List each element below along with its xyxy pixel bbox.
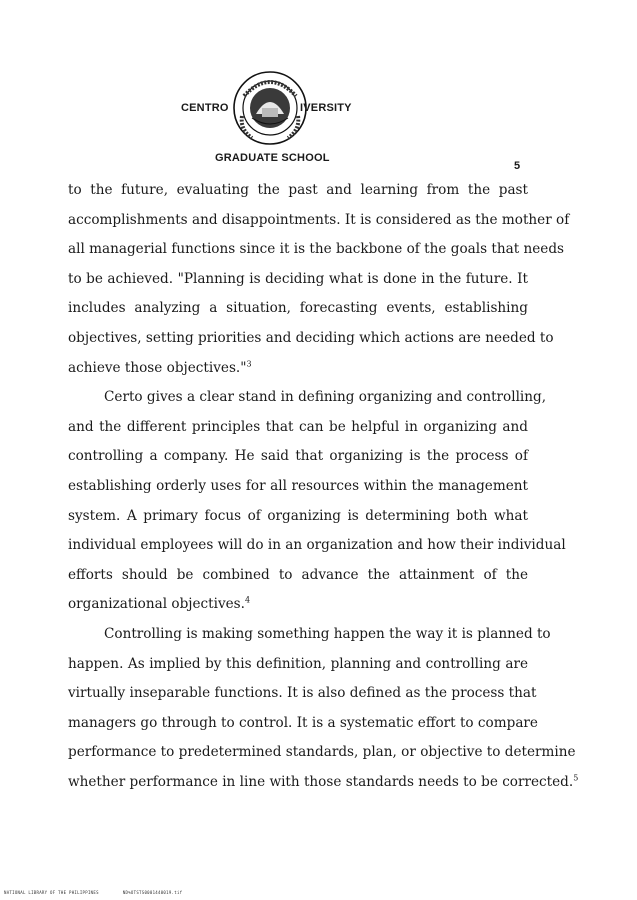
paragraph <box>68 176 570 383</box>
text-line: and the different principles that can be helpful in organizing and <box>68 418 528 435</box>
text-line: to be achieved. "Planning is deciding what is done in the future. It <box>68 270 528 287</box>
text-line-content: organizational objectives. <box>68 596 245 613</box>
text-line: establishing orderly uses for all resources within the management <box>68 477 528 494</box>
text-line: objectives, setting priorities and deciding which actions are needed to <box>68 329 554 346</box>
footnote-ref: 3 <box>246 359 252 369</box>
text-line <box>68 354 528 384</box>
text-line <box>68 590 528 620</box>
text-line-content: achieve those objectives." <box>68 359 247 376</box>
scan-footer <box>4 890 182 895</box>
university-name-right: IVERSITY <box>300 102 352 114</box>
text-line: all managerial functions since it is the backbone of the goals that needs <box>68 241 565 258</box>
page-number: 5 <box>514 160 521 172</box>
text-line: to the future, evaluating the past and learning from the past <box>68 182 528 198</box>
text-line: includes analyzing a situation, forecasting events, establishing <box>68 300 528 317</box>
text-line: efforts should be combined to advance the attainment of the <box>68 566 528 583</box>
text-line: system. A primary focus of organizing is determining both what <box>68 507 528 524</box>
paragraph <box>68 383 566 620</box>
text-line: virtually inseparable functions. It is also defined as the process that <box>68 685 537 702</box>
university-name-left: CENTRO <box>181 102 229 114</box>
page-header <box>0 70 637 170</box>
text-line: performance to predetermined standards, plan, or objective to determine <box>68 744 576 761</box>
university-seal-icon <box>232 70 308 146</box>
paragraph <box>68 620 579 798</box>
footer-file: ND%OTSTS0001440019.tif <box>122 890 183 895</box>
text-line: Controlling is making something happen the way it is planned to <box>104 625 551 642</box>
text-line-content: whether performance in line with those standards needs to be corrected. <box>68 773 574 790</box>
school-name: GRADUATE SCHOOL <box>215 152 330 164</box>
text-line: managers go through to control. It is a systematic effort to compare <box>68 714 538 731</box>
text-line: Certo gives a clear stand in defining organizing and controlling, <box>104 389 547 406</box>
text-line: happen. As implied by this definition, planning and controlling are <box>68 655 528 672</box>
text-line: accomplishments and disappointments. It is considered as the mother of <box>68 211 570 228</box>
footer-library: NATIONAL LIBRARY OF THE PHILIPPINES <box>4 890 99 895</box>
text-line: controlling a company. He said that organizing is the process of <box>68 448 528 465</box>
footnote-ref: 5 <box>573 773 579 783</box>
footnote-ref: 4 <box>244 595 251 605</box>
body-text <box>68 176 579 797</box>
text-line <box>68 768 579 798</box>
text-line: individual employees will do in an organization and how their individual <box>68 537 566 554</box>
